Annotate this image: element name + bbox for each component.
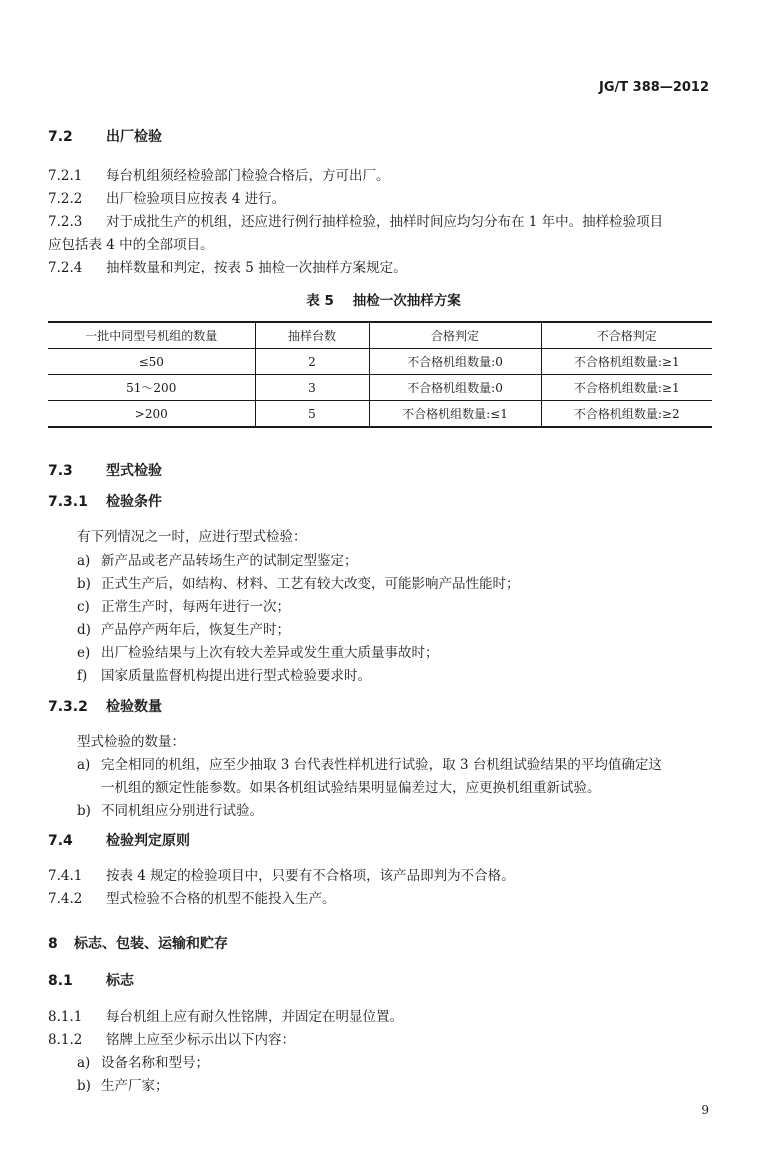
clause-7-2-3 xyxy=(48,210,663,230)
header-pass-criterion: 合格判定 xyxy=(369,322,541,349)
section-heading-7-4 xyxy=(48,830,190,850)
list-label: a) xyxy=(77,1055,91,1071)
section-number: 7.2 xyxy=(48,129,73,145)
clause-text: 每台机组上应有耐久性铭牌，并固定在明显位置。 xyxy=(106,1009,403,1025)
table-cell: 51～200 xyxy=(48,375,255,401)
subsection-heading-7-3-1 xyxy=(48,491,162,511)
clause-number: 7.4.2 xyxy=(48,891,83,907)
list-text: 生产厂家； xyxy=(101,1078,169,1094)
clause-number: 8.1.2 xyxy=(48,1032,83,1048)
subsection-number: 7.3.2 xyxy=(48,699,88,715)
header-batch-quantity: 一批中同型号机组的数量 xyxy=(48,322,255,349)
clause-7-4-2 xyxy=(48,887,336,907)
list-label: b) xyxy=(77,803,91,819)
table-cell: 不合格机组数量:0 xyxy=(369,349,541,375)
subsection-number: 7.3.1 xyxy=(48,494,88,510)
clause-7-2-3-continued: 应包括表 4 中的全部项目。 xyxy=(48,237,214,253)
list-label: a) xyxy=(77,553,91,569)
document-code: JG/T 388—2012 xyxy=(599,80,709,95)
clause-text: 按表 4 规定的检验项目中，只要有不合格项，该产品即判为不合格。 xyxy=(106,868,515,884)
section-title: 检验判定原则 xyxy=(106,833,190,849)
section-number: 7.3 xyxy=(48,463,73,479)
table-cell: 不合格机组数量:≥1 xyxy=(541,349,712,375)
clause-text: 出厂检验项目应按表 4 进行。 xyxy=(106,191,286,207)
clause-8-1-1 xyxy=(48,1005,403,1025)
subsection-title: 检验条件 xyxy=(106,494,162,510)
subsection-title: 检验数量 xyxy=(106,699,162,715)
list-item xyxy=(77,595,290,615)
list-text: 国家质量监督机构提出进行型式检验要求时。 xyxy=(101,668,371,684)
list-item xyxy=(77,1074,169,1094)
clause-7-2-1 xyxy=(48,164,390,184)
list-text: 新产品或老产品转场生产的试制定型鉴定； xyxy=(101,553,358,569)
list-text: 正常生产时，每两年进行一次； xyxy=(101,599,290,615)
table-cell: 不合格机组数量:≥1 xyxy=(541,375,712,401)
list-item xyxy=(77,1051,209,1071)
subsection-heading-7-3-2 xyxy=(48,696,162,716)
list-item-continued: 一机组的额定性能参数。如果各机组试验结果明显偏差过大，应更换机组重新试验。 xyxy=(101,780,601,796)
section-number: 8.1 xyxy=(48,973,73,989)
table-cell: 不合格机组数量:≤1 xyxy=(369,401,541,428)
table-cell: 不合格机组数量:≥2 xyxy=(541,401,712,428)
list-item xyxy=(77,618,290,638)
table-cell: >200 xyxy=(48,401,255,428)
section-title: 标志 xyxy=(106,973,134,989)
list-label: b) xyxy=(77,576,91,592)
list-item xyxy=(77,641,439,661)
list-text: 产品停产两年后，恢复生产时； xyxy=(101,622,290,638)
list-label: a) xyxy=(77,757,91,773)
table-caption: 表 5 抽检一次抽样方案 xyxy=(306,293,461,309)
clause-number: 7.4.1 xyxy=(48,868,83,884)
clause-text: 对于成批生产的机组，还应进行例行抽样检验，抽样时间应均匀分布在 1 年中。抽样检验项目 xyxy=(106,214,664,230)
list-label: b) xyxy=(77,1078,91,1094)
table-row xyxy=(48,375,712,401)
table-row xyxy=(48,401,712,428)
clause-text: 型式检验不合格的机型不能投入生产。 xyxy=(106,891,336,907)
section-title: 出厂检验 xyxy=(106,129,162,145)
header-fail-criterion: 不合格判定 xyxy=(541,322,712,349)
list-text: 完全相同的机组，应至少抽取 3 台代表性样机进行试验，取 3 台机组试验结果的平均值确定这 xyxy=(101,757,662,773)
list-label: f) xyxy=(77,668,88,684)
list-label: e) xyxy=(77,645,91,661)
list-label: c) xyxy=(77,599,90,615)
section-title: 型式检验 xyxy=(106,463,162,479)
clause-7-2-4 xyxy=(48,256,407,276)
table-row xyxy=(48,349,712,375)
clause-8-1-2 xyxy=(48,1028,295,1048)
chapter-title: 标志、包装、运输和贮存 xyxy=(74,936,228,952)
clause-number: 7.2.1 xyxy=(48,168,83,184)
table-header-row xyxy=(48,322,712,349)
list-text: 出厂检验结果与上次有较大差异或发生重大质量事故时； xyxy=(101,645,439,661)
table-cell: ≤50 xyxy=(48,349,255,375)
header-sample-count: 抽样台数 xyxy=(255,322,369,349)
list-item xyxy=(77,664,371,684)
clause-number: 7.2.3 xyxy=(48,214,83,230)
page-number: 9 xyxy=(701,1103,709,1117)
section-heading-7-3 xyxy=(48,460,162,480)
section-heading-7-2 xyxy=(48,126,162,146)
clause-text: 铭牌上应至少标示出以下内容： xyxy=(106,1032,295,1048)
list-text: 设备名称和型号； xyxy=(101,1055,209,1071)
chapter-heading-8 xyxy=(48,933,228,953)
table-cell: 2 xyxy=(255,349,369,375)
chapter-number: 8 xyxy=(48,936,58,952)
clause-7-2-2 xyxy=(48,187,285,207)
list-item xyxy=(77,572,520,592)
paragraph-intro: 有下列情况之一时，应进行型式检验： xyxy=(77,529,307,545)
list-text: 正式生产后，如结构、材料、工艺有较大改变，可能影响产品性能时； xyxy=(101,576,520,592)
list-item xyxy=(77,799,263,819)
list-item xyxy=(77,549,358,569)
table-cell: 3 xyxy=(255,375,369,401)
clause-text: 抽样数量和判定，按表 5 抽检一次抽样方案规定。 xyxy=(106,260,407,276)
clause-number: 7.2.2 xyxy=(48,191,83,207)
section-number: 7.4 xyxy=(48,833,73,849)
clause-text: 每台机组须经检验部门检验合格后，方可出厂。 xyxy=(106,168,390,184)
list-item xyxy=(77,753,662,773)
sampling-plan-table xyxy=(48,321,712,428)
table-cell: 不合格机组数量:0 xyxy=(369,375,541,401)
paragraph-intro: 型式检验的数量： xyxy=(77,734,185,750)
list-label: d) xyxy=(77,622,91,638)
clause-number: 8.1.1 xyxy=(48,1009,83,1025)
clause-number: 7.2.4 xyxy=(48,260,83,276)
list-text: 不同机组应分别进行试验。 xyxy=(101,803,263,819)
clause-7-4-1 xyxy=(48,864,515,884)
table-cell: 5 xyxy=(255,401,369,428)
section-heading-8-1 xyxy=(48,970,134,990)
